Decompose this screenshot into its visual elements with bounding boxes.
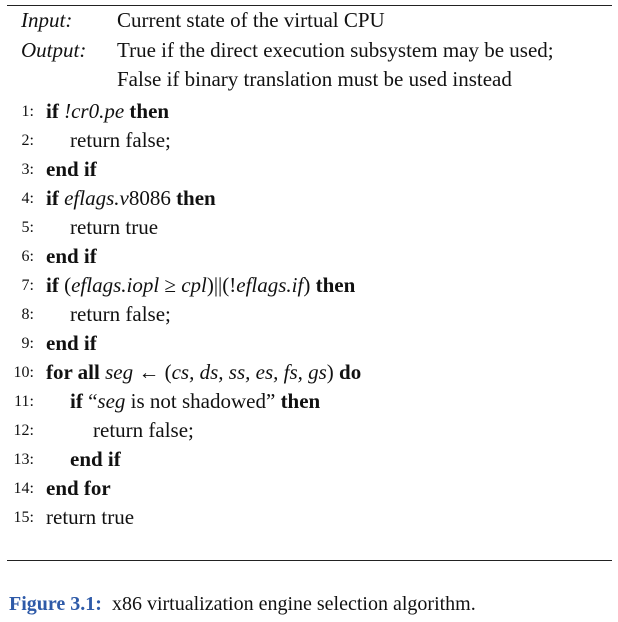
line-number: 1:	[21, 103, 34, 120]
caption-label: Figure 3.1:	[9, 593, 102, 615]
quote-open: “	[88, 389, 98, 413]
algorithm-line-12	[0, 416, 618, 445]
output-row	[0, 36, 618, 65]
output-text-1: True if the direct execution subsystem may be used;	[117, 38, 554, 62]
caption-text: x86 virtualization engine selection algorithm.	[111, 593, 476, 615]
line-number: 12:	[13, 422, 34, 439]
paren-close: )	[326, 360, 334, 384]
output-row-2	[0, 65, 618, 94]
algorithm-line-5	[0, 213, 618, 242]
keyword-for-all: for all	[46, 360, 100, 384]
algorithm-line-11	[0, 387, 618, 416]
keyword-if: if	[70, 389, 83, 413]
algorithm-line-10	[0, 358, 618, 387]
line-number: 5:	[21, 219, 34, 236]
loop-variable: seg	[105, 360, 134, 384]
statement-text: return true	[70, 215, 159, 239]
expr-iopl: eflags.iopl	[71, 273, 160, 297]
algorithm-line-4	[0, 184, 618, 213]
statement-text: return false;	[70, 302, 171, 326]
segment-list: cs, ds, ss, es, fs, gs	[171, 360, 327, 384]
output-label: Output:	[21, 38, 87, 62]
keyword-then: then	[176, 186, 216, 210]
algorithm-line-3	[0, 155, 618, 184]
line-number: 6:	[21, 248, 34, 265]
input-label: Input:	[21, 8, 73, 32]
seg-variable: seg	[97, 389, 126, 413]
bottom-rule	[7, 560, 612, 561]
paren-open: (	[64, 273, 72, 297]
input-row	[0, 6, 618, 35]
paren-close: )	[303, 273, 311, 297]
condition-expression-suffix: 8086	[128, 186, 171, 210]
statement-text: return false;	[70, 128, 171, 152]
line-number: 10:	[13, 364, 34, 381]
assign-arrow: ← (	[133, 360, 172, 384]
keyword-end-if: end if	[46, 244, 97, 268]
algorithm-line-2	[0, 126, 618, 155]
algorithm-line-15	[0, 503, 618, 532]
algorithm-line-9	[0, 329, 618, 358]
line-number: 9:	[21, 335, 34, 352]
algorithm-line-6	[0, 242, 618, 271]
algorithm-line-13	[0, 445, 618, 474]
statement-text: return false;	[93, 418, 194, 442]
line-number: 13:	[13, 451, 34, 468]
line-number: 8:	[21, 306, 34, 323]
statement-text: return true	[46, 505, 135, 529]
output-text-2: False if binary translation must be used instead	[117, 67, 512, 91]
expr-cpl: cpl	[181, 273, 207, 297]
line-number: 15:	[13, 509, 34, 526]
line-number: 2:	[21, 132, 34, 149]
line-number: 7:	[21, 277, 34, 294]
operator-geq: ≥	[159, 273, 182, 297]
algorithm-line-8	[0, 300, 618, 329]
line-number: 3:	[21, 161, 34, 178]
line-number: 4:	[21, 190, 34, 207]
condition-expression: !cr0.pe	[64, 99, 125, 123]
keyword-if: if	[46, 273, 59, 297]
algorithm-line-7	[0, 271, 618, 300]
figure-caption	[9, 590, 476, 618]
line-number: 11:	[14, 393, 34, 410]
keyword-if: if	[46, 99, 59, 123]
keyword-end-for: end for	[46, 476, 111, 500]
keyword-then: then	[129, 99, 170, 123]
keyword-then: then	[315, 273, 356, 297]
keyword-end-if: end if	[70, 447, 121, 471]
line-number: 14:	[13, 480, 34, 497]
input-text: Current state of the virtual CPU	[117, 8, 385, 32]
keyword-do: do	[339, 360, 362, 384]
keyword-end-if: end if	[46, 331, 97, 355]
keyword-then: then	[280, 389, 321, 413]
operator-or: )||(!	[206, 273, 237, 297]
keyword-if: if	[46, 186, 59, 210]
expr-if-flag: eflags.if	[236, 273, 304, 297]
algorithm-line-1	[0, 97, 618, 126]
condition-text: is not shadowed”	[125, 389, 276, 413]
condition-expression: eflags.v	[64, 186, 129, 210]
algorithm-line-14	[0, 474, 618, 503]
keyword-end-if: end if	[46, 157, 97, 181]
